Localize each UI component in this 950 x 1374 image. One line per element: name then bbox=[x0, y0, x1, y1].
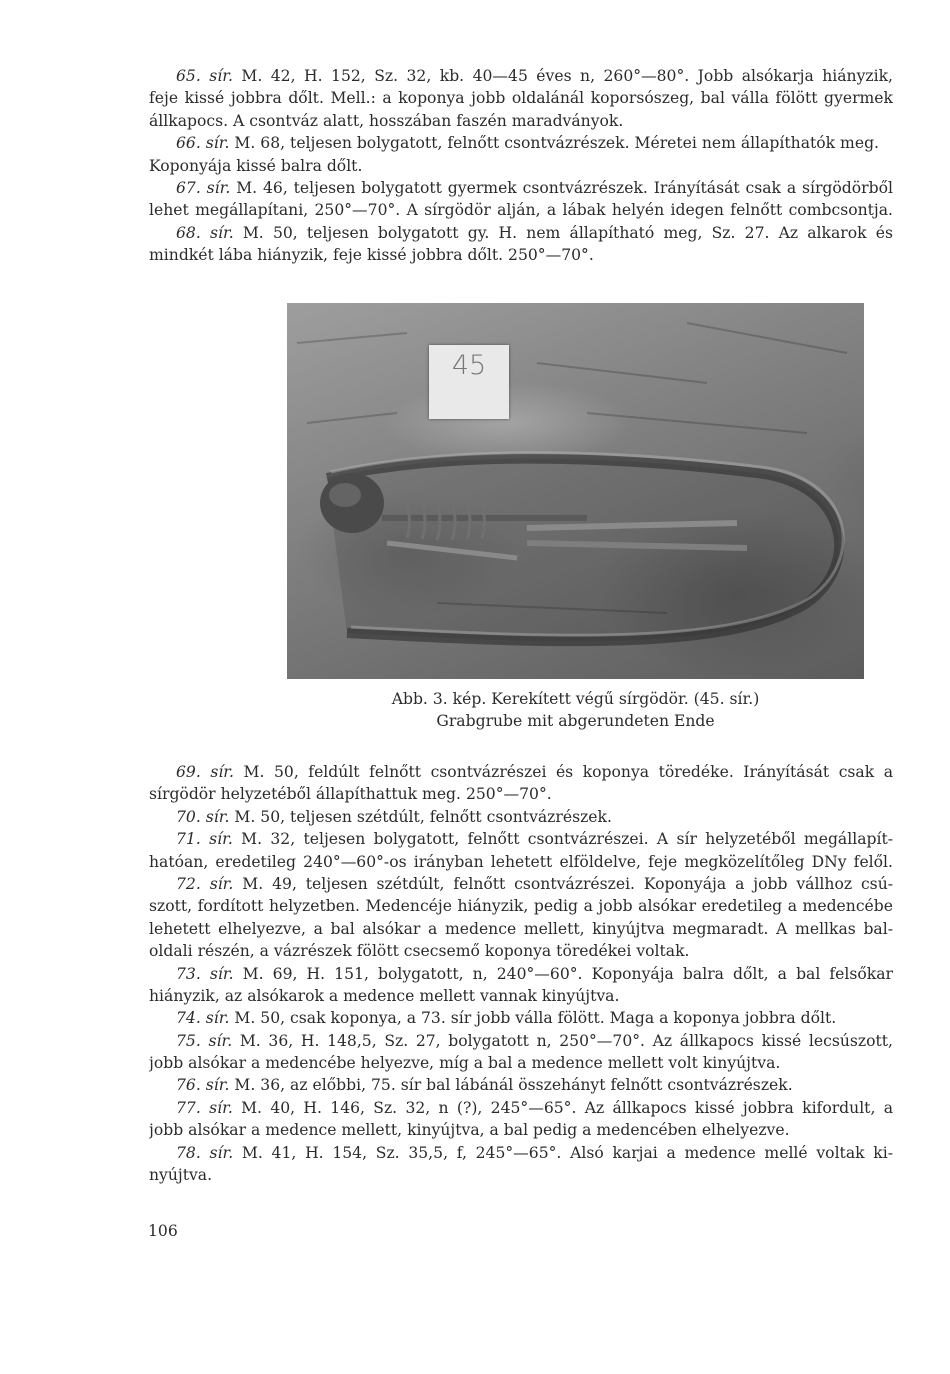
text-line: 69. sír. M. 50, feldúlt felnőtt csontvázrészei és koponya töredéke. Irányítását csak a bbox=[176, 763, 893, 781]
text-line: 71. sír. M. 32, teljesen bolygatott, felnőtt csontvázrészei. A sír helyzetéből megállapít- bbox=[176, 830, 893, 849]
text-line: 65. sír. M. 42, H. 152, Sz. 32, kb. 40—45 éves n, 260°—80°. Jobb alsókarja hiányzik, bbox=[176, 67, 893, 85]
grave-number: 78. sír. bbox=[176, 1143, 234, 1162]
grave-photograph bbox=[287, 303, 864, 679]
photo-illustration bbox=[287, 303, 864, 679]
page-number: 106 bbox=[148, 1222, 178, 1240]
grave-pit-outline bbox=[327, 459, 839, 642]
text-line: oldali részén, a vázrészek fölött csecsemő koponya töredékei voltak. bbox=[149, 942, 690, 961]
grave-number: 76. sír. bbox=[176, 1076, 230, 1095]
text-line: 75. sír. M. 36, H. 148,5, Sz. 27, bolygatott n, 250°—70°. Az állkapocs kissé lecsúszott, bbox=[176, 1031, 893, 1050]
grave-number: 77. sír. bbox=[176, 1098, 233, 1117]
text-line: lehetett elhelyezve, a bal alsókar a medence mellett, kinyújtva megmaradt. A mellkas bal- bbox=[149, 919, 893, 938]
grave-number: 73. sír. bbox=[176, 964, 234, 983]
grave-number-text: 45 bbox=[451, 350, 487, 381]
grave-number: 67. sír. bbox=[176, 178, 231, 197]
text-line: 73. sír. M. 69, H. 151, bolygatott, n, 240°—60°. Koponyája balra dőlt, a bal felsőkar bbox=[176, 964, 893, 983]
caption-german: Grabgrube mit abgerundeten Ende bbox=[436, 712, 715, 730]
text-line: feje kissé jobbra dőlt. Mell.: a koponya jobb oldalánál koporsószeg, bal válla fölött gyermek bbox=[149, 89, 893, 108]
grave-number: 72. sír. bbox=[176, 874, 234, 893]
text-line: 78. sír. M. 41, H. 154, Sz. 35,5, f, 245°—65°. Alsó karjai a medence mellé voltak ki- bbox=[176, 1143, 893, 1162]
grave-number: 65. sír. bbox=[176, 67, 233, 85]
text-line: szott, fordított helyzetben. Medencéje hiányzik, pedig a jobb alsókar eredetileg a medencébe bbox=[149, 897, 893, 916]
text-line: 66. sír. M. 68, teljesen bolygatott, felnőtt csontvázrészek. Méretei nem állapíthatók meg. bbox=[176, 134, 880, 153]
grave-number: 75. sír. bbox=[176, 1031, 233, 1050]
grave-number: 70. sír. bbox=[176, 807, 230, 826]
text-line: 76. sír. M. 36, az előbbi, 75. sír bal lábánál összehányt felnőtt csontvázrészek. bbox=[176, 1076, 793, 1095]
grave-number: 66. sír. bbox=[176, 134, 230, 153]
text-line: hatóan, eredetileg 240°—60°-os irányban lehetett elföldelve, feje megközelítőleg DNy felől. bbox=[149, 852, 893, 871]
text-line: jobb alsókar a medence mellett, kinyújtva, a bal pedig a medencében elhelyezve. bbox=[149, 1121, 790, 1140]
figure-caption bbox=[287, 688, 864, 732]
text-line: sírgödör helyzetéből állapíthattuk meg. 250°—70°. bbox=[149, 785, 552, 804]
text-line: 72. sír. M. 49, teljesen szétdúlt, felnőtt csontvázrészei. Koponyája a jobb vállhoz csú- bbox=[176, 874, 893, 893]
grave-number: 71. sír. bbox=[176, 830, 233, 849]
text-line: 77. sír. M. 40, H. 146, Sz. 32, n (?), 245°—65°. Az állkapocs kissé jobbra kifordult, a bbox=[176, 1098, 893, 1117]
text-line: nyújtva. bbox=[149, 1166, 213, 1185]
text-line: 68. sír. M. 50, teljesen bolygatott gy. H. nem állapítható meg, Sz. 27. Az alkarok és bbox=[176, 223, 893, 242]
grave-number: 69. sír. bbox=[176, 763, 235, 781]
text-line: lehet megállapítani, 250°—70°. A sírgödör alján, a lábak helyén idegen felnőtt combcsontja. bbox=[149, 201, 893, 220]
text-line: hiányzik, az alsókarok a medence mellett vannak kinyújtva. bbox=[149, 986, 620, 1005]
grave-number: 74. sír. bbox=[176, 1009, 230, 1028]
text-line: Koponyája kissé balra dőlt. bbox=[149, 156, 363, 175]
text-line: mindkét lába hiányzik, feje kissé jobbra dőlt. 250°—70°. bbox=[149, 246, 594, 265]
skull-highlight bbox=[329, 483, 361, 507]
text-line: 74. sír. M. 50, csak koponya, a 73. sír jobb válla fölött. Maga a koponya jobbra dőlt. bbox=[176, 1009, 837, 1028]
text-block-top bbox=[149, 65, 893, 267]
grave-number-tag bbox=[429, 345, 509, 419]
caption-hungarian: Abb. 3. kép. Kerekített végű sírgödör. (45. sír.) bbox=[391, 690, 760, 708]
grave-number: 68. sír. bbox=[176, 223, 234, 242]
text-line: jobb alsókar a medencébe helyezve, míg a bal a medence mellett volt kinyújtva. bbox=[149, 1054, 781, 1073]
text-block-bottom bbox=[149, 761, 893, 1186]
text-line: 70. sír. M. 50, teljesen szétdúlt, felnőtt csontvázrészek. bbox=[176, 807, 612, 826]
text-line: 67. sír. M. 46, teljesen bolygatott gyermek csontvázrészek. Irányítását csak a sírgödörből bbox=[176, 178, 893, 197]
text-line: állkapocs. A csontváz alatt, hosszában faszén maradványok. bbox=[149, 111, 624, 130]
